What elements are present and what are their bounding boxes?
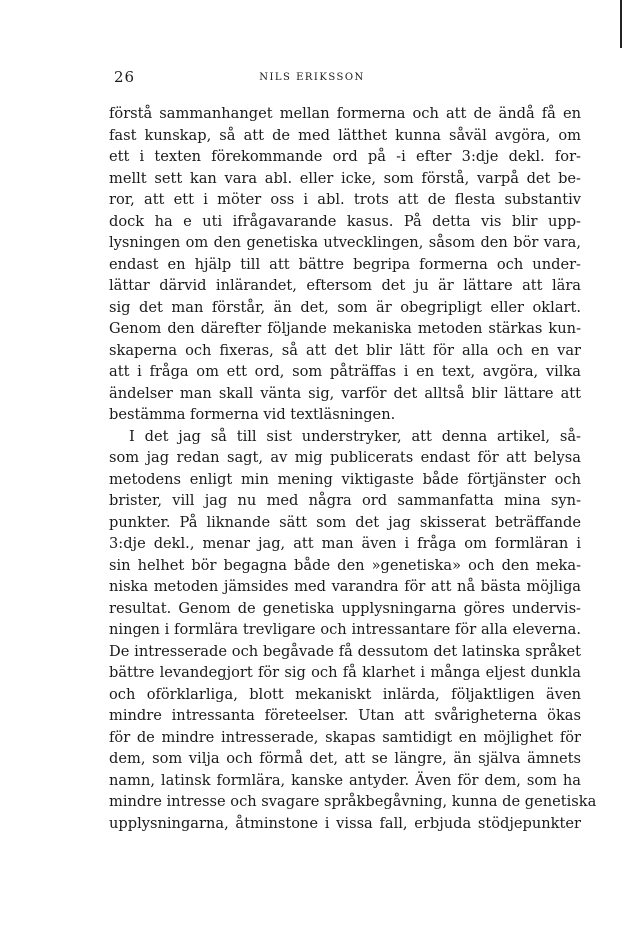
paragraph	[109, 103, 581, 426]
text-line: namn, latinsk formlära, kanske antyder. Även för dem, som ha	[109, 771, 581, 789]
scan-edge-top	[374, 0, 624, 3]
text-line: mindre intresse och svagare språkbegåvning, kunna de genetiska	[109, 793, 597, 810]
text-line: sig det man förstår, än det, som är obegripligt eller oklart.	[109, 298, 581, 316]
text-line: lysningen om den genetiska utvecklingen, såsom den bör vara,	[109, 234, 581, 251]
text-line: endast en hjälp till att bättre begripa formerna och under-	[109, 255, 581, 273]
text-line: fast kunskap, så att de med lätthet kunna såväl avgöra, om	[109, 126, 581, 144]
text-line: ror, att ett i möter oss i abl. trots att de flesta substantiv	[109, 191, 581, 208]
page-header	[0, 68, 624, 90]
text-line: I det jag så till sist understryker, att denna artikel, så-	[129, 427, 581, 445]
text-line: att i fråga om ett ord, som påträffas i en text, avgöra, vilka	[109, 363, 581, 380]
text-line: skaperna och fixeras, så att det blir lätt för alla och en var	[109, 341, 581, 359]
paragraph	[109, 426, 597, 835]
text-line: bestämma formerna vid textläsningen.	[109, 406, 396, 423]
text-line: niska metoden jämsides med varandra för att nå bästa möjliga	[109, 578, 581, 595]
text-line: ningen i formlära trevligare och intressantare för alla eleverna.	[109, 621, 581, 638]
text-line: resultat. Genom de genetiska upplysningarna göres undervis-	[109, 599, 581, 617]
scan-edge-mark	[620, 0, 622, 48]
text-line: upplysningarna, åtminstone i vissa fall, erbjuda stödjepunkter	[109, 814, 581, 832]
text-line: för de mindre intresserade, skapas samtidigt en möjlighet för	[109, 728, 581, 746]
page-number: 26	[114, 68, 136, 86]
text-line: dem, som vilja och förmå det, att se längre, än själva ämnets	[109, 750, 581, 767]
text-line: dock ha e uti ifrågavarande kasus. På detta vis blir upp-	[109, 212, 581, 230]
text-line: De intresserade och begåvade få dessutom det latinska språket	[109, 642, 581, 660]
text-line: och oförklarliga, blott mekaniskt inlärda, följaktligen även	[109, 685, 581, 703]
text-line: ett i texten förekommande ord på -i efter 3:dje dekl. for-	[109, 148, 581, 165]
text-line: förstå sammanhanget mellan formerna och att de ändå få en	[109, 105, 581, 122]
text-line: sin helhet bör begagna både den »genetiska» och den meka-	[109, 556, 581, 574]
text-line: metodens enligt min mening viktigaste både förtjänster och	[109, 470, 581, 488]
body-text	[109, 103, 597, 834]
text-line: som jag redan sagt, av mig publicerats endast för att belysa	[109, 449, 581, 466]
text-line: punkter. På liknande sätt som det jag skisserat beträffande	[109, 513, 581, 531]
text-line: lättar därvid inlärandet, eftersom det ju är lättare att lära	[109, 277, 581, 294]
text-line: 3:dje dekl., menar jag, att man även i fråga om formläran i	[109, 535, 581, 552]
text-line: brister, vill jag nu med några ord sammanfatta mina syn-	[109, 492, 581, 509]
text-line: bättre levandegjort för sig och få klarhet i många eljest dunkla	[109, 664, 581, 681]
text-line: mellt sett kan vara abl. eller icke, som förstå, varpå det be-	[109, 169, 581, 187]
text-line: Genom den därefter följande mekaniska metoden stärkas kun-	[109, 320, 581, 337]
running-head: NILS ERIKSSON	[259, 72, 365, 83]
text-line: mindre intressanta företeelser. Utan att svårigheterna ökas	[109, 707, 581, 724]
text-line: ändelser man skall vänta sig, varför det alltså blir lättare att	[109, 384, 581, 402]
